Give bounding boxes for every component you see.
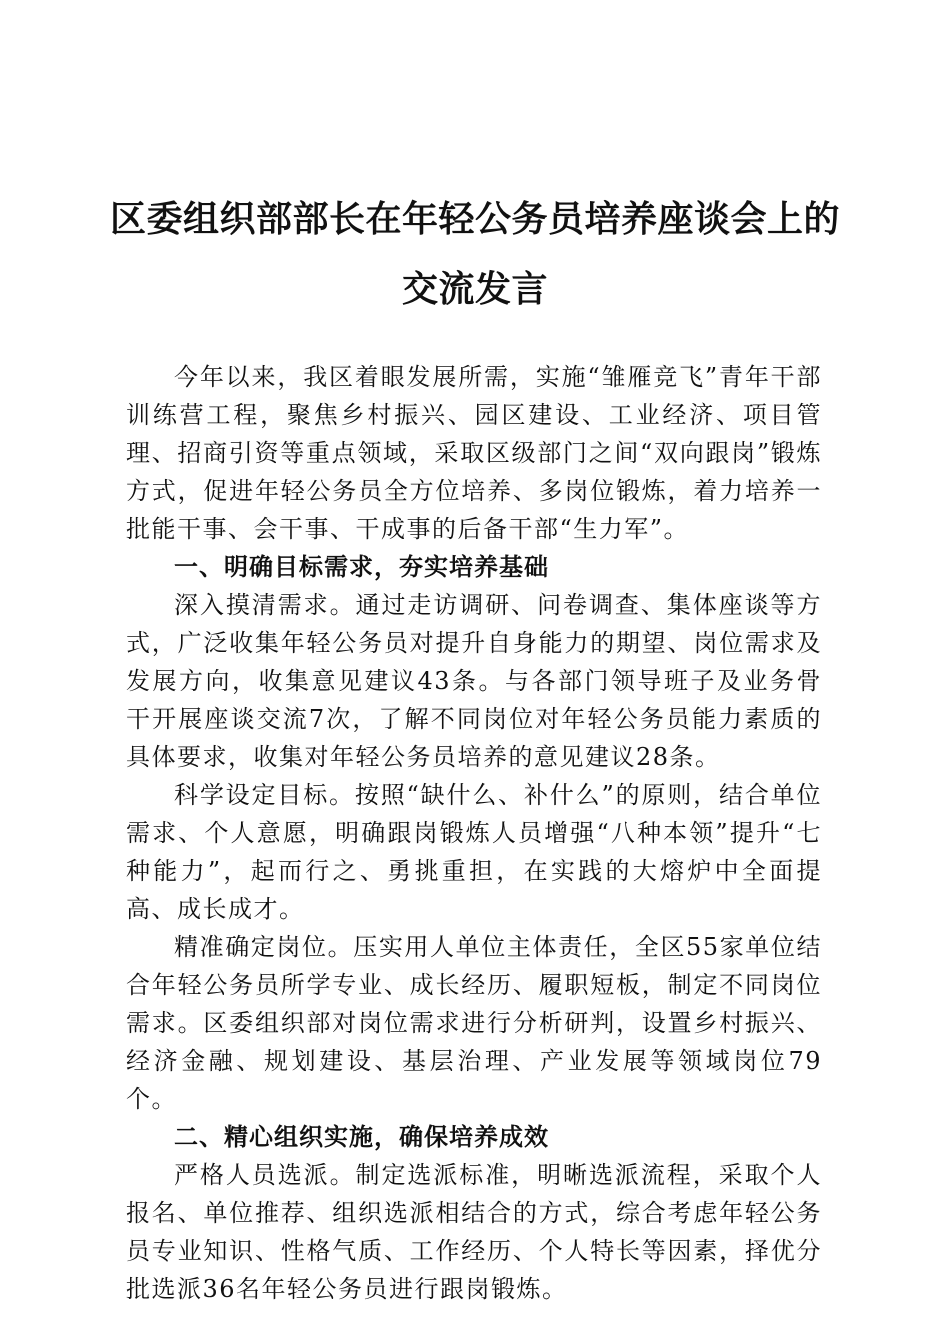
document-title-line-2: 交流发言 [401,269,548,310]
body-paragraph: 精准确定岗位。压实用人单位主体责任，全区55家单位结合年轻公务员所学专业、成长经历、履职短板，制定不同岗位需求。区委组织部对岗位需求进行分析研判，设置乡村振兴、经济金融、规划建设、基层治理、产业发展等领域岗位79个。 [126,933,822,1113]
document-title-line-1: 区委组织部部长在年轻公务员培养座谈会上的 [109,199,840,240]
intro-paragraph: 今年以来，我区着眼发展所需，实施“雏雁竞飞”青年干部训练营工程，聚焦乡村振兴、园区建设、工业经济、项目管理、招商引资等重点领域，采取区级部门之间“双向跟岗”锻炼方式，促进年轻公务员全方位培养、多岗位锻炼，着力培养一批能干事、会干事、干成事的后备干部“生力军”。 [126,363,822,543]
body-paragraph: 科学设定目标。按照“缺什么、补什么”的原则，结合单位需求、个人意愿，明确跟岗锻炼人员增强“八种本领”提升“七种能力”，起而行之、勇挑重担，在实践的大熔炉中全面提高、成长成才。 [126,781,822,923]
section-heading-2: 二、精心组织实施，确保培养成效 [174,1123,549,1151]
body-paragraph: 严格人员选派。制定选派标准，明晰选派流程，采取个人报名、单位推荐、组织选派相结合的方式，综合考虑年轻公务员专业知识、性格气质、工作经历、个人特长等因素，择优分批选派36名年轻公务员进行跟岗锻炼。 [126,1161,822,1303]
document-body [126,358,822,1308]
body-paragraph: 深入摸清需求。通过走访调研、问卷调查、集体座谈等方式，广泛收集年轻公务员对提升自身能力的期望、岗位需求及发展方向，收集意见建议43条。与各部门领导班子及业务骨干开展座谈交流7次，了解不同岗位对年轻公务员能力素质的具体要求，收集对年轻公务员培养的意见建议28条。 [126,591,822,771]
section-heading-1: 一、明确目标需求，夯实培养基础 [174,553,549,581]
